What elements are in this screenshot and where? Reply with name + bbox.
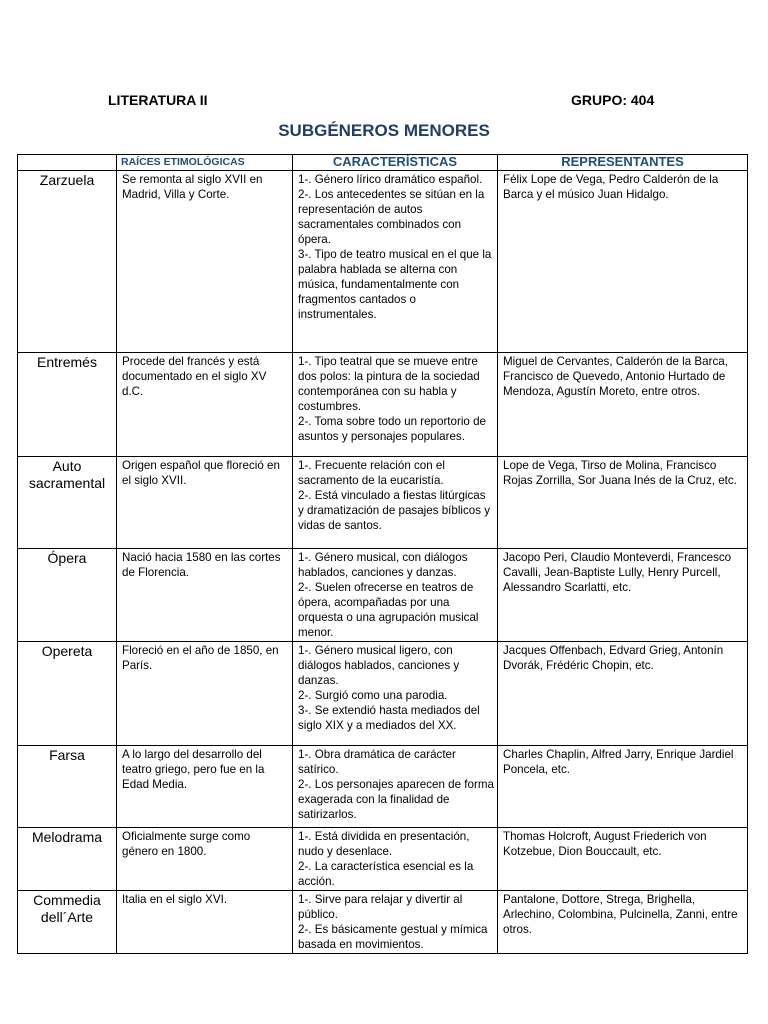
column-header-representantes: REPRESENTANTES [498, 155, 748, 171]
subgenre-name: Melodrama [18, 828, 117, 891]
subgenre-name: Farsa [18, 746, 117, 828]
caracteristicas-cell: 1-. Género lírico dramático español. 2-. Los antecedentes se sitúan en la representación de autos sacramentales combinados con ópera. 3-. Tipo de teatro musical en el que la palabra hablada se alterna con música, fundamentalmente con fragmentos cantados o instrumentales. [293, 171, 498, 353]
representantes-cell: Pantalone, Dottore, Strega, Brighella, Arlechino, Colombina, Pulcinella, Zanni, entre otros. [498, 891, 748, 954]
raices-cell: A lo largo del desarrollo del teatro griego, pero fue en la Edad Media. [117, 746, 293, 828]
table-row [18, 549, 748, 642]
raices-cell: Procede del francés y está documentado en el siglo XV d.C. [117, 353, 293, 457]
raices-cell: Origen español que floreció en el siglo XVII. [117, 457, 293, 549]
representantes-cell: Jacopo Peri, Claudio Monteverdi, Francesco Cavalli, Jean-Baptiste Lully, Henry Purcell, Alessandro Scarlatti, etc. [498, 549, 748, 642]
subgenre-name: Entremés [18, 353, 117, 457]
representantes-cell: Thomas Holcroft, August Friederich von Kotzebue, Dion Bouccault, etc. [498, 828, 748, 891]
caracteristicas-cell: 1-. Sirve para relajar y divertir al público. 2-. Es básicamente gestual y mímica basada en movimientos. [293, 891, 498, 954]
table-row [18, 353, 748, 457]
course-label: LITERATURA II [108, 92, 208, 108]
group-label: GRUPO: 404 [571, 92, 655, 108]
raices-cell: Nació hacia 1580 en las cortes de Florencia. [117, 549, 293, 642]
caracteristicas-cell: 1-. Género musical ligero, con diálogos hablados, canciones y danzas. 2-. Surgió como una parodia. 3-. Se extendió hasta mediados del siglo XIX y a mediados del XX. [293, 642, 498, 746]
column-header-name [18, 155, 117, 171]
caracteristicas-cell: 1-. Frecuente relación con el sacramento de la eucaristía. 2-. Está vinculado a fiestas litúrgicas y dramatización de pasajes bíblicos y vidas de santos. [293, 457, 498, 549]
representantes-cell: Félix Lope de Vega, Pedro Calderón de la Barca y el músico Juan Hidalgo. [498, 171, 748, 353]
caracteristicas-cell: 1-. Género musical, con diálogos hablados, canciones y danzas. 2-. Suelen ofrecerse en teatros de ópera, acompañadas por una orquesta o una agrupación musical menor. [293, 549, 498, 642]
subgenres-table [17, 154, 748, 954]
caracteristicas-cell: 1-. Está dividida en presentación, nudo y desenlace. 2-. La característica esencial es la acción. [293, 828, 498, 891]
representantes-cell: Lope de Vega, Tirso de Molina, Francisco Rojas Zorrilla, Sor Juana Inés de la Cruz, etc. [498, 457, 748, 549]
table-header-row [18, 155, 748, 171]
representantes-cell: Charles Chaplin, Alfred Jarry, Enrique Jardiel Poncela, etc. [498, 746, 748, 828]
table-row [18, 891, 748, 954]
column-header-caracteristicas: CARACTERÍSTICAS [293, 155, 498, 171]
raices-cell: Se remonta al siglo XVII en Madrid, Villa y Corte. [117, 171, 293, 353]
raices-cell: Floreció en el año de 1850, en París. [117, 642, 293, 746]
table-row [18, 171, 748, 353]
raices-cell: Italia en el siglo XVI. [117, 891, 293, 954]
subgenre-name: Commedia dell´Arte [18, 891, 117, 954]
table-row [18, 746, 748, 828]
table-row [18, 457, 748, 549]
caracteristicas-cell: 1-. Tipo teatral que se mueve entre dos polos: la pintura de la sociedad contemporánea con su habla y costumbres. 2-. Toma sobre todo un reportorio de asuntos y personajes populares. [293, 353, 498, 457]
representantes-cell: Jacques Offenbach, Edvard Grieg, Antonín Dvorák, Frédéric Chopin, etc. [498, 642, 748, 746]
caracteristicas-cell: 1-. Obra dramática de carácter satírico. 2-. Los personajes aparecen de forma exagerada con la finalidad de satirizarlos. [293, 746, 498, 828]
page-title: SUBGÉNEROS MENORES [278, 121, 490, 140]
subgenre-name: Auto sacramental [18, 457, 117, 549]
table-row [18, 642, 748, 746]
column-header-raices: RAÍCES ETIMOLÓGICAS [117, 155, 293, 171]
subgenre-name: Opereta [18, 642, 117, 746]
raices-cell: Oficialmente surge como género en 1800. [117, 828, 293, 891]
subgenre-name: Ópera [18, 549, 117, 642]
subgenre-name: Zarzuela [18, 171, 117, 353]
representantes-cell: Miguel de Cervantes, Calderón de la Barca, Francisco de Quevedo, Antonio Hurtado de Mendoza, Agustín Moreto, entre otros. [498, 353, 748, 457]
table-row [18, 828, 748, 891]
